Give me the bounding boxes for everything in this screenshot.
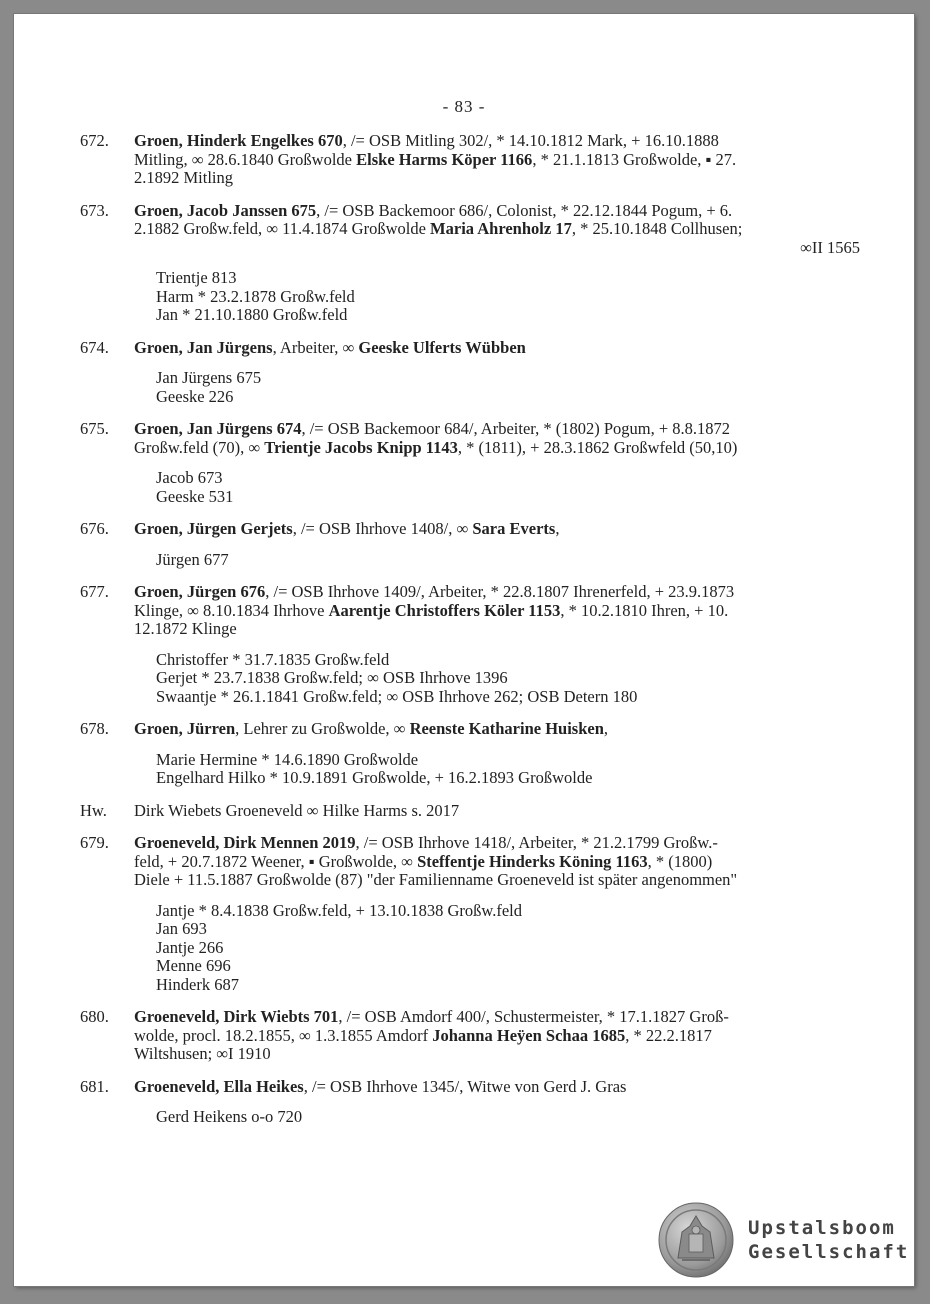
- entry-body: [134, 202, 860, 325]
- entry-text: ,: [555, 519, 560, 538]
- publisher-logo: [658, 1202, 909, 1278]
- person-name: Groen, Jan Jürgens 674: [134, 419, 302, 438]
- children-list: [156, 902, 860, 995]
- entry-line: [134, 1078, 860, 1097]
- entry-text: , * (1811), + 28.3.1862 Großwfeld (50,10): [457, 437, 738, 457]
- child-item: Engelhard Hilko * 10.9.1891 Großwolde, + 16.2.1893 Großwolde: [156, 768, 593, 787]
- entry-body: [134, 583, 860, 706]
- genealogy-entry: [80, 132, 860, 188]
- entry-line: [134, 239, 860, 258]
- children-list: [156, 369, 860, 406]
- entry-line: [134, 202, 860, 221]
- entry-text: Diele + 11.5.1887 Großwolde (87) "der Familienname Groeneveld ist später angenommen": [134, 870, 738, 889]
- genealogy-entry: [80, 1008, 860, 1064]
- entry-line: [134, 1008, 860, 1027]
- entry-text: , /= OSB Ihrhove 1418/, Arbeiter, * 21.2.1799 Großw.-: [355, 833, 718, 852]
- entry-text: , * 21.1.1813 Großwolde, ▪ 27.: [532, 149, 737, 169]
- genealogy-entry: [80, 834, 860, 994]
- entry-text: , * 22.2.1817: [625, 1025, 712, 1045]
- entry-body: [134, 1008, 860, 1064]
- entry-text: Dirk Wiebets Groeneveld ∞ Hilke Harms s. 2017: [134, 800, 460, 820]
- person-name: Groen, Jacob Janssen 675: [134, 200, 317, 220]
- genealogy-entry: [80, 520, 860, 569]
- children-list: [156, 751, 860, 788]
- logo-line-2: Gesellschaft: [748, 1241, 910, 1263]
- child-item: Jan * 21.10.1880 Großw.feld: [156, 305, 348, 324]
- person-name: Maria Ahrenholz 17: [430, 219, 572, 238]
- child-item: Christoffer * 31.7.1835 Großw.feld: [156, 649, 390, 669]
- entry-line: [134, 132, 860, 151]
- entry-line: [134, 151, 860, 170]
- genealogy-entry: [80, 1078, 860, 1127]
- entry-line: [134, 602, 860, 621]
- child-item: Swaantje * 26.1.1841 Großw.feld; ∞ OSB Ihrhove 262; OSB Detern 180: [156, 686, 638, 706]
- entry-text: , /= OSB Backemoor 686/, Colonist, * 22.12.1844 Pogum, + 6.: [316, 200, 733, 220]
- entry-text: Klinge, ∞ 8.10.1834 Ihrhove: [134, 600, 329, 620]
- entry-line: [134, 802, 860, 821]
- entry-text: , /= OSB Ihrhove 1408/, ∞: [292, 519, 473, 538]
- entry-number: Hw.: [80, 800, 107, 820]
- entry-line: [134, 583, 860, 602]
- person-name: Groen, Jürgen 676: [134, 582, 266, 601]
- genealogy-entry: [80, 202, 860, 325]
- entry-text: , * (1800): [647, 851, 713, 871]
- entry-text: , Arbeiter, ∞: [272, 337, 359, 357]
- entry-text: ,: [603, 719, 609, 738]
- entry-line: [134, 1027, 860, 1046]
- genealogy-entry: [80, 420, 860, 506]
- page-number: - 83 -: [442, 97, 486, 116]
- entry-text: 2.1882 Großw.feld, ∞ 11.4.1874 Großwolde: [134, 219, 431, 238]
- entry-line: [134, 339, 860, 358]
- seal-icon: [658, 1202, 734, 1278]
- entry-body: [134, 802, 860, 821]
- entry-line: [134, 620, 860, 639]
- entry-number: 680.: [80, 1007, 109, 1026]
- children-list: [156, 1108, 860, 1127]
- genealogy-entry: [80, 339, 860, 407]
- entry-line: [134, 520, 860, 539]
- genealogy-entry: [80, 583, 860, 706]
- entry-body: [134, 1078, 860, 1127]
- entry-body: [134, 339, 860, 407]
- person-name: Steffentje Hinderks Köning 1163: [417, 851, 648, 871]
- person-name: Trientje Jacobs Knipp 1143: [264, 437, 458, 457]
- entry-line: [134, 420, 860, 439]
- person-name: Groeneveld, Ella Heikes: [134, 1076, 304, 1096]
- entry-text: wolde, procl. 18.2.1855, ∞ 1.3.1855 Amdorf: [134, 1025, 433, 1045]
- entry-number: 681.: [80, 1076, 109, 1096]
- entry-text: , /= OSB Ihrhove 1409/, Arbeiter, * 22.8.1807 Ihrenerfeld, + 23.9.1873: [265, 582, 735, 601]
- child-item: Gerjet * 23.7.1838 Großw.feld; ∞ OSB Ihrhove 1396: [156, 668, 508, 687]
- entry-number: 675.: [80, 419, 109, 438]
- entry-line: [134, 169, 860, 188]
- person-name: Johanna Heÿen Schaa 1685: [432, 1025, 626, 1045]
- entry-text: Großw.feld (70), ∞: [134, 437, 265, 457]
- person-name: Aarentje Christoffers Köler 1153: [328, 600, 561, 620]
- child-item: Harm * 23.2.1878 Großw.feld: [156, 286, 355, 306]
- entry-line: [134, 853, 860, 872]
- entry-body: [134, 520, 860, 569]
- entry-body: [134, 132, 860, 188]
- person-name: Groen, Hinderk Engelkes 670: [134, 131, 343, 150]
- person-name: Groen, Jürren: [134, 719, 236, 738]
- person-name: Elske Harms Köper 1166: [356, 149, 533, 169]
- entry-body: [134, 834, 860, 994]
- entry-text: ∞II 1565: [800, 237, 860, 257]
- entry-number: 677.: [80, 582, 109, 601]
- entry-text: , Lehrer zu Großwolde, ∞: [235, 719, 410, 738]
- genealogy-entry: [80, 802, 860, 821]
- entry-body: [134, 720, 860, 788]
- child-item: Geeske 226: [156, 386, 234, 406]
- entry-number: 672.: [80, 131, 109, 150]
- entry-line: [134, 439, 860, 458]
- person-name: Groeneveld, Dirk Mennen 2019: [134, 833, 356, 852]
- child-item: Jan 693: [156, 919, 207, 938]
- entry-text: , * 10.2.1810 Ihren, + 10.: [560, 600, 729, 620]
- child-item: Geeske 531: [156, 486, 234, 506]
- entry-line: [134, 871, 860, 890]
- entry-text: , /= OSB Backemoor 684/, Arbeiter, * (1802) Pogum, + 8.8.1872: [301, 419, 731, 438]
- entry-text: 2.1892 Mitling: [134, 168, 234, 187]
- person-name: Sara Everts: [472, 519, 556, 538]
- entry-text: feld, + 20.7.1872 Weener, ▪ Großwolde, ∞: [134, 851, 418, 871]
- children-list: [156, 551, 860, 570]
- entry-body: [134, 420, 860, 506]
- children-list: [156, 651, 860, 707]
- person-name: Groeneveld, Dirk Wiebts 701: [134, 1007, 339, 1026]
- entry-number: 679.: [80, 833, 109, 852]
- entry-number: 673.: [80, 200, 109, 220]
- person-name: Geeske Ulferts Wübben: [358, 337, 526, 357]
- entry-number: 674.: [80, 337, 109, 357]
- entry-line: [134, 834, 860, 853]
- entry-list: [80, 132, 860, 1141]
- child-item: Gerd Heikens o-o 720: [156, 1107, 303, 1126]
- child-item: Jan Jürgens 675: [156, 368, 262, 387]
- document-page: [14, 14, 914, 1286]
- entry-text: Mitling, ∞ 28.6.1840 Großwolde: [134, 149, 357, 169]
- entry-text: , /= OSB Amdorf 400/, Schustermeister, * 17.1.1827 Groß-: [338, 1007, 729, 1026]
- child-item: Jacob 673: [156, 468, 223, 487]
- person-name: Groen, Jan Jürgens: [134, 337, 273, 357]
- child-item: Marie Hermine * 14.6.1890 Großwolde: [156, 749, 419, 769]
- entry-text: Wiltshusen; ∞I 1910: [134, 1044, 271, 1063]
- entry-line: [134, 1045, 860, 1064]
- entry-line: [134, 720, 860, 739]
- child-item: Jantje 266: [156, 937, 224, 957]
- entry-text: 12.1872 Klinge: [134, 619, 237, 638]
- child-item: Jürgen 677: [156, 549, 229, 569]
- children-list: [156, 469, 860, 506]
- person-name: Reenste Katharine Huisken: [409, 719, 604, 738]
- person-name: Groen, Jürgen Gerjets: [134, 519, 293, 538]
- genealogy-entry: [80, 720, 860, 788]
- child-item: Menne 696: [156, 956, 231, 975]
- logo-line-1: Upstalsboom: [748, 1217, 896, 1239]
- entry-text: , /= OSB Ihrhove 1345/, Witwe von Gerd J. Gras: [303, 1076, 627, 1096]
- entry-text: , /= OSB Mitling 302/, * 14.10.1812 Mark, + 16.10.1888: [342, 131, 719, 150]
- entry-number: 676.: [80, 519, 109, 538]
- entry-number: 678.: [80, 719, 109, 738]
- entry-line: [134, 220, 860, 239]
- children-list: [156, 269, 860, 325]
- child-item: Trientje 813: [156, 268, 237, 287]
- child-item: Jantje * 8.4.1838 Großw.feld, + 13.10.1838 Großw.feld: [156, 900, 522, 920]
- entry-text: , * 25.10.1848 Collhusen;: [571, 219, 743, 238]
- child-item: Hinderk 687: [156, 974, 239, 994]
